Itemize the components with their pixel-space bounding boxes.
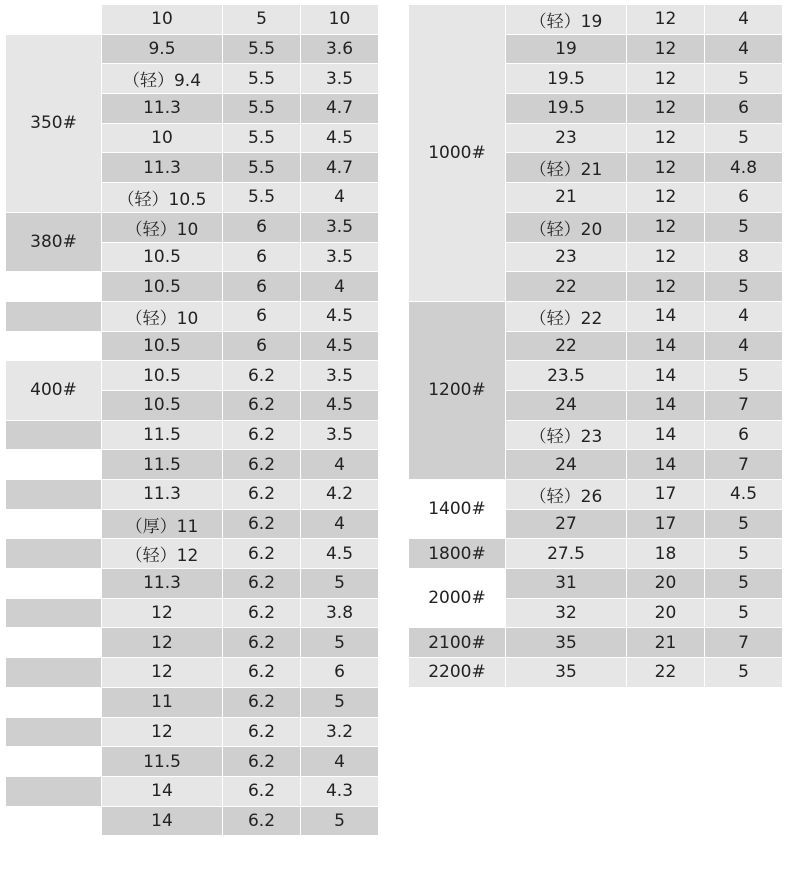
inner-diameter-cell: 20: [627, 569, 704, 598]
inner-diameter-cell: 6.2: [223, 628, 300, 657]
inner-diameter-cell: 5.5: [223, 183, 300, 212]
outer-diameter-cell: 12: [102, 628, 222, 657]
table-row: [6, 628, 378, 657]
thickness-cell: 6: [301, 658, 378, 687]
table-row: [6, 777, 378, 806]
inner-diameter-cell: 12: [627, 243, 704, 272]
group-label-cell: [6, 421, 101, 450]
inner-diameter-cell: 5.5: [223, 153, 300, 182]
outer-diameter-cell: 27: [506, 510, 626, 539]
thickness-cell: 6: [705, 94, 782, 123]
table-row: [6, 688, 378, 717]
outer-diameter-cell: 10.5: [102, 361, 222, 390]
table-row: [409, 302, 782, 331]
group-label-cell: [6, 807, 101, 836]
thickness-cell: 4.5: [705, 480, 782, 509]
inner-diameter-cell: 5.5: [223, 124, 300, 153]
table-row: [6, 421, 378, 450]
inner-diameter-cell: 6: [223, 243, 300, 272]
group-label-cell: [6, 599, 101, 628]
thickness-cell: 3.5: [301, 213, 378, 242]
outer-diameter-cell: （轻）22: [506, 302, 626, 331]
inner-diameter-cell: 6.2: [223, 539, 300, 568]
group-label-cell: 2000#: [409, 569, 505, 627]
thickness-cell: 4.5: [301, 391, 378, 420]
table-row: [6, 569, 378, 598]
group-label-cell: 1000#: [409, 5, 505, 301]
outer-diameter-cell: 24: [506, 391, 626, 420]
table-row: [6, 599, 378, 628]
group-label-cell: [6, 658, 101, 687]
inner-diameter-cell: 21: [627, 628, 704, 657]
thickness-cell: 7: [705, 391, 782, 420]
inner-diameter-cell: 14: [627, 302, 704, 331]
table-row: [6, 450, 378, 479]
table-row: [6, 718, 378, 747]
outer-diameter-cell: 11.3: [102, 480, 222, 509]
outer-diameter-cell: 14: [102, 807, 222, 836]
thickness-cell: 5: [301, 688, 378, 717]
inner-diameter-cell: 6: [223, 302, 300, 331]
table-row: [6, 332, 378, 361]
table-row: [6, 302, 378, 331]
thickness-cell: 7: [705, 450, 782, 479]
group-label-cell: [6, 510, 101, 539]
group-label-cell: [6, 628, 101, 657]
thickness-cell: 4.3: [301, 777, 378, 806]
thickness-cell: 4: [301, 450, 378, 479]
outer-diameter-cell: （轻）19: [506, 5, 626, 34]
outer-diameter-cell: 10: [102, 5, 222, 34]
outer-diameter-cell: 10.5: [102, 332, 222, 361]
outer-diameter-cell: （轻）9.4: [102, 64, 222, 93]
thickness-cell: 4.7: [301, 94, 378, 123]
table-row: [6, 747, 378, 776]
outer-diameter-cell: （轻）10: [102, 302, 222, 331]
group-label-cell: 1200#: [409, 302, 505, 479]
table-row: [6, 480, 378, 509]
outer-diameter-cell: （轻）26: [506, 480, 626, 509]
thickness-cell: 4: [301, 183, 378, 212]
inner-diameter-cell: 14: [627, 391, 704, 420]
group-label-cell: [6, 5, 101, 34]
inner-diameter-cell: 5: [223, 5, 300, 34]
outer-diameter-cell: 35: [506, 628, 626, 657]
inner-diameter-cell: 14: [627, 332, 704, 361]
outer-diameter-cell: 11.3: [102, 94, 222, 123]
thickness-cell: 5: [705, 569, 782, 598]
group-label-cell: [6, 777, 101, 806]
inner-diameter-cell: 14: [627, 361, 704, 390]
thickness-cell: 3.5: [301, 421, 378, 450]
outer-diameter-cell: 12: [102, 658, 222, 687]
thickness-cell: 4.8: [705, 153, 782, 182]
outer-diameter-cell: 19.5: [506, 94, 626, 123]
inner-diameter-cell: 20: [627, 599, 704, 628]
inner-diameter-cell: 18: [627, 539, 704, 568]
thickness-cell: 4: [301, 510, 378, 539]
outer-diameter-cell: 22: [506, 332, 626, 361]
group-label-cell: 400#: [6, 361, 101, 419]
inner-diameter-cell: 12: [627, 124, 704, 153]
table-row: [6, 510, 378, 539]
thickness-cell: 3.6: [301, 35, 378, 64]
outer-diameter-cell: 35: [506, 658, 626, 687]
group-label-cell: [6, 480, 101, 509]
inner-diameter-cell: 6.2: [223, 450, 300, 479]
inner-diameter-cell: 6.2: [223, 510, 300, 539]
outer-diameter-cell: （厚）11: [102, 510, 222, 539]
group-label-cell: 350#: [6, 35, 101, 212]
thickness-cell: 5: [301, 807, 378, 836]
group-label-cell: [6, 272, 101, 301]
inner-diameter-cell: 6.2: [223, 777, 300, 806]
outer-diameter-cell: 11.5: [102, 747, 222, 776]
outer-diameter-cell: 19.5: [506, 64, 626, 93]
outer-diameter-cell: 11: [102, 688, 222, 717]
outer-diameter-cell: 24: [506, 450, 626, 479]
thickness-cell: 3.2: [301, 718, 378, 747]
thickness-cell: 3.8: [301, 599, 378, 628]
thickness-cell: 5: [301, 628, 378, 657]
group-label-cell: 380#: [6, 213, 101, 271]
table-row: [6, 361, 378, 390]
inner-diameter-cell: 6.2: [223, 421, 300, 450]
inner-diameter-cell: 6.2: [223, 480, 300, 509]
outer-diameter-cell: 27.5: [506, 539, 626, 568]
inner-diameter-cell: 5.5: [223, 94, 300, 123]
thickness-cell: 7: [705, 628, 782, 657]
outer-diameter-cell: （轻）10: [102, 213, 222, 242]
thickness-cell: 5: [705, 510, 782, 539]
inner-diameter-cell: 6.2: [223, 807, 300, 836]
outer-diameter-cell: 11.5: [102, 421, 222, 450]
thickness-cell: 3.5: [301, 243, 378, 272]
thickness-cell: 5: [705, 64, 782, 93]
thickness-cell: 4.5: [301, 302, 378, 331]
table-row: [409, 628, 782, 657]
thickness-cell: 3.5: [301, 361, 378, 390]
inner-diameter-cell: 6.2: [223, 599, 300, 628]
table-row: [409, 539, 782, 568]
table-row: [409, 658, 782, 687]
left-spec-table-body: [6, 5, 378, 835]
table-row: [6, 213, 378, 242]
inner-diameter-cell: 6.2: [223, 361, 300, 390]
outer-diameter-cell: 11.3: [102, 153, 222, 182]
inner-diameter-cell: 6.2: [223, 688, 300, 717]
outer-diameter-cell: 11.3: [102, 569, 222, 598]
outer-diameter-cell: 12: [102, 718, 222, 747]
group-label-cell: 2200#: [409, 658, 505, 687]
outer-diameter-cell: 32: [506, 599, 626, 628]
inner-diameter-cell: 6.2: [223, 747, 300, 776]
inner-diameter-cell: 12: [627, 94, 704, 123]
table-row: [409, 5, 782, 34]
thickness-cell: 4: [301, 272, 378, 301]
thickness-cell: 5: [705, 213, 782, 242]
thickness-cell: 5: [705, 124, 782, 153]
group-label-cell: [6, 688, 101, 717]
outer-diameter-cell: （轻）10.5: [102, 183, 222, 212]
inner-diameter-cell: 12: [627, 213, 704, 242]
thickness-cell: 4.5: [301, 124, 378, 153]
thickness-cell: 4: [705, 5, 782, 34]
outer-diameter-cell: 23: [506, 124, 626, 153]
thickness-cell: 5: [705, 539, 782, 568]
group-label-cell: [6, 450, 101, 479]
right-spec-table-body: [409, 5, 782, 687]
outer-diameter-cell: 10.5: [102, 272, 222, 301]
outer-diameter-cell: （轻）12: [102, 539, 222, 568]
outer-diameter-cell: 14: [102, 777, 222, 806]
inner-diameter-cell: 17: [627, 480, 704, 509]
outer-diameter-cell: 11.5: [102, 450, 222, 479]
thickness-cell: 6: [705, 421, 782, 450]
inner-diameter-cell: 6: [223, 332, 300, 361]
thickness-cell: 4.5: [301, 539, 378, 568]
thickness-cell: 5: [705, 361, 782, 390]
inner-diameter-cell: 12: [627, 35, 704, 64]
outer-diameter-cell: 10: [102, 124, 222, 153]
outer-diameter-cell: （轻）21: [506, 153, 626, 182]
left-spec-table: [5, 4, 379, 836]
group-label-cell: [6, 302, 101, 331]
inner-diameter-cell: 17: [627, 510, 704, 539]
thickness-cell: 3.5: [301, 64, 378, 93]
thickness-cell: 4: [705, 332, 782, 361]
thickness-cell: 6: [705, 183, 782, 212]
table-row: [409, 480, 782, 509]
thickness-cell: 4: [705, 35, 782, 64]
inner-diameter-cell: 6.2: [223, 658, 300, 687]
group-label-cell: [6, 539, 101, 568]
group-label-cell: [6, 332, 101, 361]
thickness-cell: 5: [705, 658, 782, 687]
inner-diameter-cell: 12: [627, 272, 704, 301]
group-label-cell: [6, 718, 101, 747]
group-label-cell: [6, 569, 101, 598]
inner-diameter-cell: 22: [627, 658, 704, 687]
outer-diameter-cell: （轻）20: [506, 213, 626, 242]
table-row: [6, 5, 378, 34]
thickness-cell: 4.7: [301, 153, 378, 182]
outer-diameter-cell: 19: [506, 35, 626, 64]
group-label-cell: 1800#: [409, 539, 505, 568]
outer-diameter-cell: 31: [506, 569, 626, 598]
group-label-cell: 1400#: [409, 480, 505, 538]
table-row: [6, 807, 378, 836]
outer-diameter-cell: 10.5: [102, 391, 222, 420]
outer-diameter-cell: 22: [506, 272, 626, 301]
right-spec-table: [408, 4, 783, 688]
inner-diameter-cell: 5.5: [223, 35, 300, 64]
table-row: [6, 35, 378, 64]
outer-diameter-cell: 12: [102, 599, 222, 628]
thickness-cell: 8: [705, 243, 782, 272]
inner-diameter-cell: 6.2: [223, 391, 300, 420]
group-label-cell: [6, 747, 101, 776]
table-row: [6, 272, 378, 301]
inner-diameter-cell: 14: [627, 450, 704, 479]
outer-diameter-cell: 23: [506, 243, 626, 272]
table-row: [6, 539, 378, 568]
thickness-cell: 4.5: [301, 332, 378, 361]
outer-diameter-cell: 23.5: [506, 361, 626, 390]
thickness-cell: 4.2: [301, 480, 378, 509]
inner-diameter-cell: 6.2: [223, 569, 300, 598]
inner-diameter-cell: 6.2: [223, 718, 300, 747]
thickness-cell: 5: [705, 272, 782, 301]
thickness-cell: 5: [301, 569, 378, 598]
outer-diameter-cell: （轻）23: [506, 421, 626, 450]
inner-diameter-cell: 12: [627, 5, 704, 34]
inner-diameter-cell: 14: [627, 421, 704, 450]
inner-diameter-cell: 12: [627, 153, 704, 182]
thickness-cell: 4: [301, 747, 378, 776]
thickness-cell: 10: [301, 5, 378, 34]
inner-diameter-cell: 6: [223, 272, 300, 301]
thickness-cell: 4: [705, 302, 782, 331]
inner-diameter-cell: 12: [627, 183, 704, 212]
inner-diameter-cell: 12: [627, 64, 704, 93]
table-row: [409, 569, 782, 598]
table-row: [6, 658, 378, 687]
inner-diameter-cell: 5.5: [223, 64, 300, 93]
outer-diameter-cell: 9.5: [102, 35, 222, 64]
outer-diameter-cell: 21: [506, 183, 626, 212]
group-label-cell: 2100#: [409, 628, 505, 657]
outer-diameter-cell: 10.5: [102, 243, 222, 272]
thickness-cell: 5: [705, 599, 782, 628]
inner-diameter-cell: 6: [223, 213, 300, 242]
